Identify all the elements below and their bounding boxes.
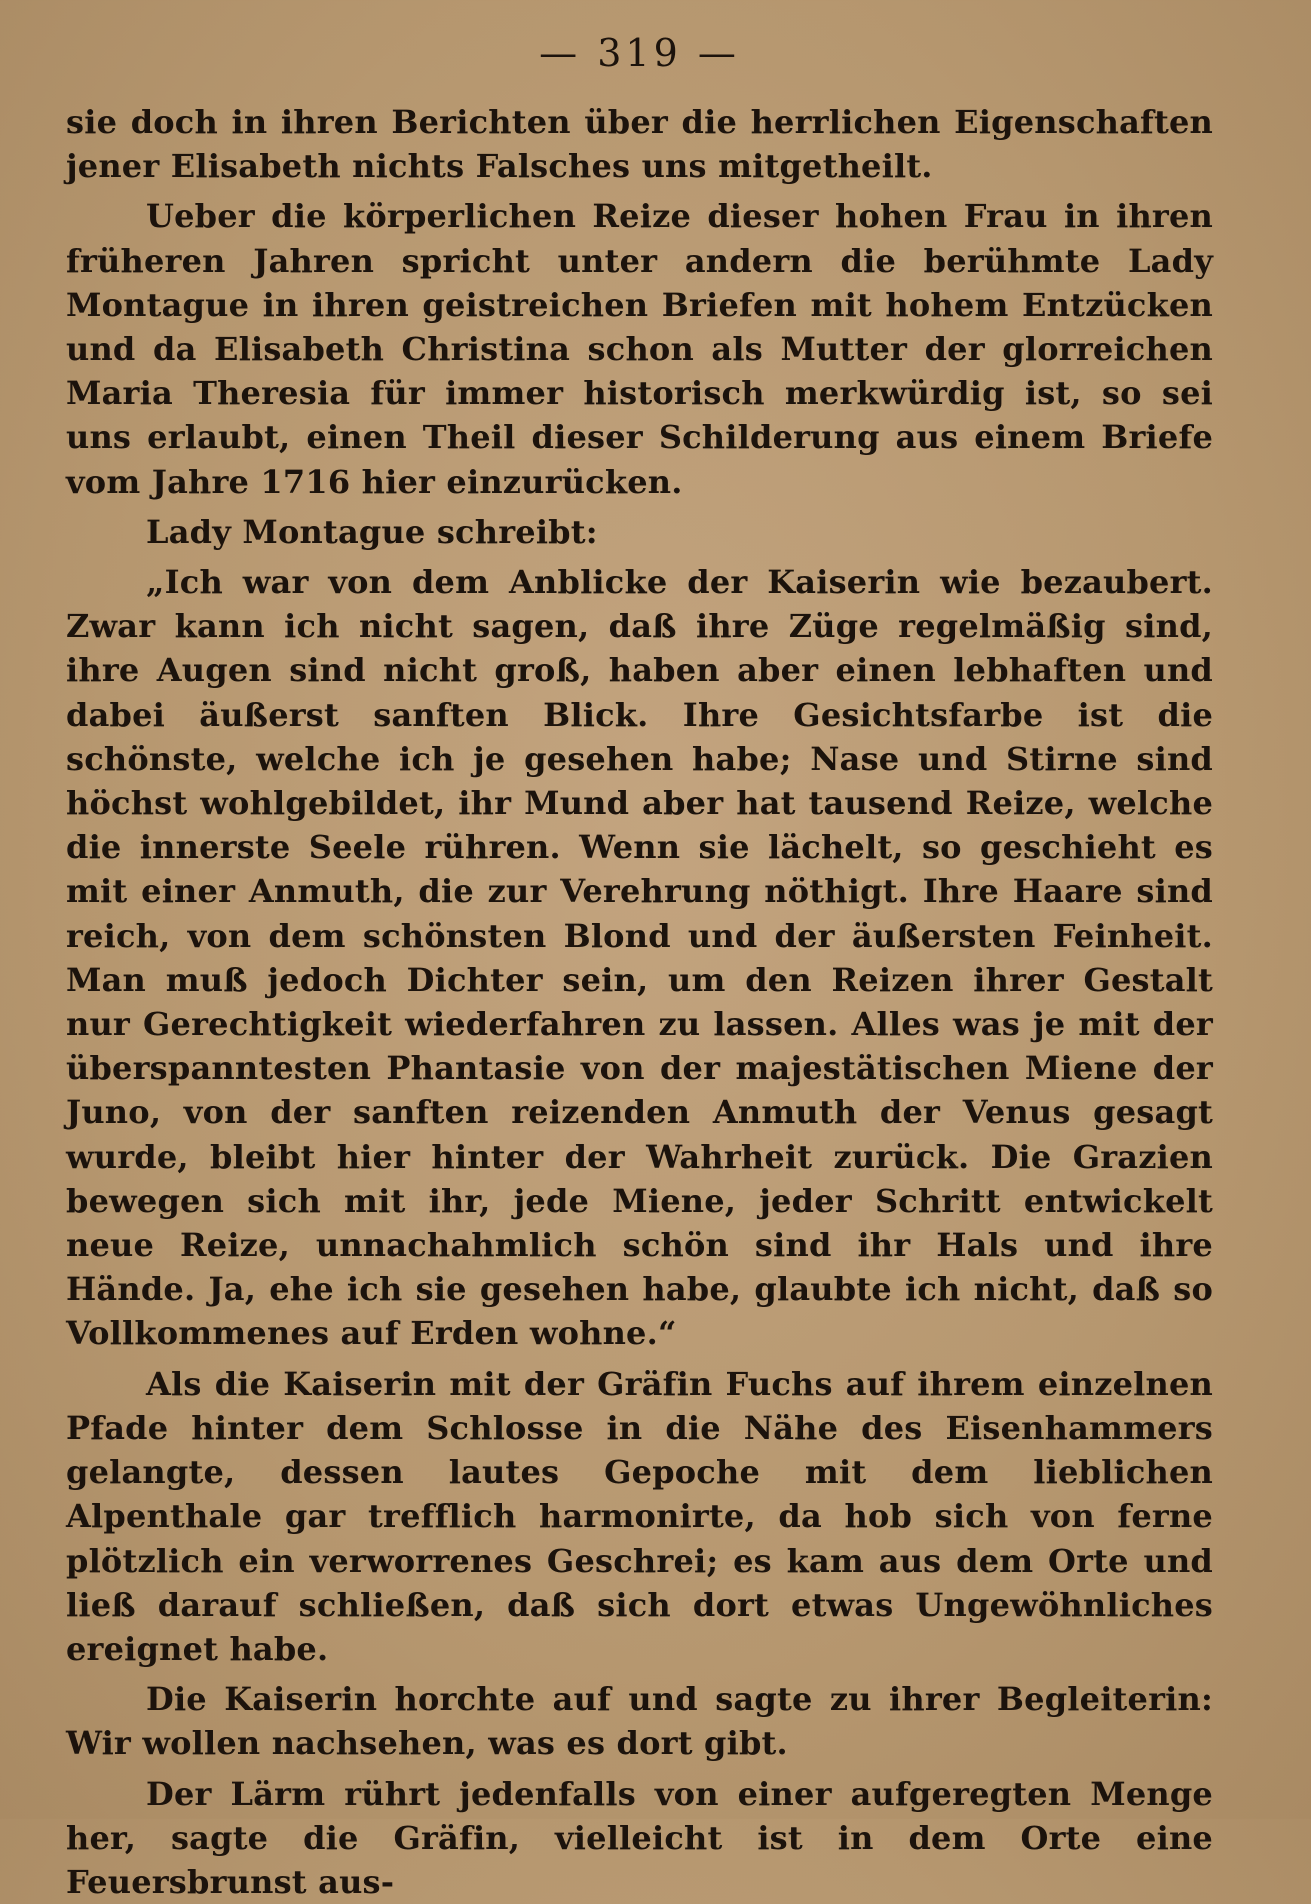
paragraph-empress-listens: Die Kaiserin horchte auf und sagte zu ihrer Begleiterin: Wir wollen nachsehen, was es dort gibt. [66, 1680, 1213, 1763]
paragraph-montague-intro: Ueber die körperlichen Reize dieser hohen Frau in ihren früheren Jahren spricht unter andern die berühmte Lady Montague in ihren geistreichen Briefen mit hohem Entzücken und da Elisabeth Christina schon als Mutter der glorreichen Maria Theresia für immer historisch merkwürdig ist, so sei uns erlaubt, einen Theil dieser Schilderung aus einem Briefe vom Jahre 1716 hier einzurücken. [66, 197, 1213, 501]
paragraph-quote: „Ich war von dem Anblicke der Kaiserin wie bezaubert. Zwar kann ich nicht sagen, daß ihre Züge regelmäßig sind, ihre Augen sind nicht groß, haben aber einen lebhaften und dabei äußerst sanften Blick. Ihre Gesichtsfarbe ist die schönste, welche ich je gesehen habe; Nase und Stirne sind höchst wohlgebildet, ihr Mund aber hat tausend Reize, welche die innerste Seele rühren. Wenn sie lächelt, so geschieht es mit einer Anmuth, die zur Verehrung nöthigt. Ihre Haare sind reich, von dem schönsten Blond und der äußersten Feinheit. Man muß jedoch Dichter sein, um den Reizen ihrer Gestalt nur Gerechtigkeit wiederfahren zu lassen. Alles was je mit der überspanntesten Phantasie von der majestätischen Miene der Juno, von der sanften reizenden Anmuth der Venus gesagt wurde, bleibt hier hinter der Wahrheit zurück. Die Grazien bewegen sich mit ihr, jede Miene, jeder Schritt entwickelt neue Reize, unnachahmlich schön sind ihr Hals und ihre Hände. Ja, ehe ich sie gesehen habe, glaubte ich nicht, daß so Vollkommenes auf Erden wohne.“ [66, 563, 1213, 1353]
paragraph-montague-writes: Lady Montague schreibt: [146, 512, 598, 551]
page-number: — 319 — [539, 31, 740, 75]
paragraph-empress-walk: Als die Kaiserin mit der Gräfin Fuchs auf ihrem einzelnen Pfade hinter dem Schlosse in die Nähe des Eisenhammers gelangte, dessen lautes Gepoche mit dem lieblichen Alpenthale gar trefflich harmonirte, da hob sich von ferne plötzlich ein verworrenes Geschrei; es kam aus dem Orte und ließ darauf schließen, daß sich dort etwas Ungewöhnliches ereignet habe. [66, 1364, 1213, 1668]
paragraph-continuation: sie doch in ihren Berichten über die herrlichen Eigenschaften jener Elisabeth nichts Falsches uns mitgetheilt. [66, 103, 1213, 186]
paragraph-countess-reply: Der Lärm rührt jedenfalls von einer aufgeregten Menge her, sagte die Gräfin, vielleicht ist in dem Orte eine Feuersbrunst aus- [66, 1774, 1213, 1901]
